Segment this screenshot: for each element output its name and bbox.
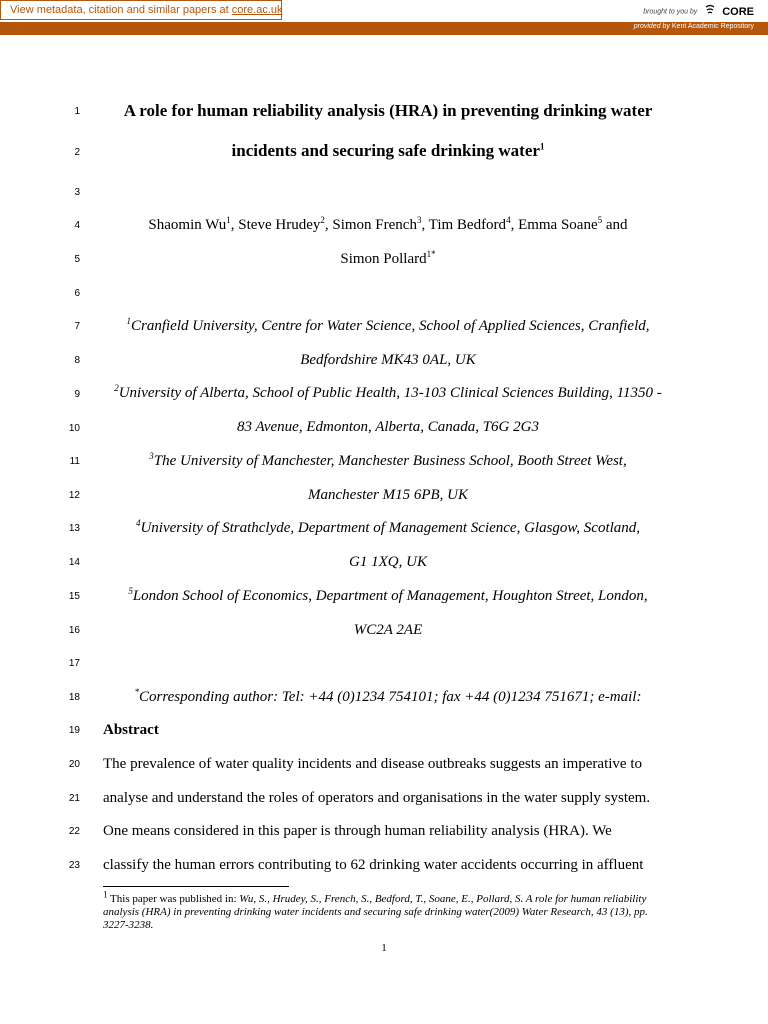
line-number: 7 xyxy=(74,321,80,332)
author-name: , Emma Soane xyxy=(510,217,598,233)
paper-title-text: incidents and securing safe drinking water xyxy=(231,141,540,160)
line-number: 6 xyxy=(74,288,80,299)
author-list-line-2 xyxy=(100,250,676,268)
affiliation-marker: 3 xyxy=(149,451,154,461)
author-name: , Tim Bedford xyxy=(421,217,507,233)
line-number: 2 xyxy=(74,147,80,158)
author-name: , Steve Hrudey xyxy=(230,217,321,233)
line-number: 18 xyxy=(68,692,80,703)
footnote-prefix: This paper was published in: xyxy=(107,893,240,905)
line-number: 4 xyxy=(74,220,80,231)
line-number: 14 xyxy=(68,557,80,568)
provided-by-label: provided by xyxy=(633,23,670,30)
title-footnote-marker: 1 xyxy=(539,141,545,152)
line-number: 3 xyxy=(74,187,80,198)
abstract-line: analyse and understand the roles of operators and organisations in the water supply system. xyxy=(103,790,651,806)
line-number: 23 xyxy=(68,860,80,871)
core-wordmark: CORE xyxy=(722,6,754,18)
footnote-citation: Wu, S., Hrudey, S., French, S., Bedford, T., Soane, E., Pollard, S. A role for human reliability analysis (HRA) in preventing drinking water incidents and securing safe drinking water(2009) Water Research, 43 (13), pp. 3227-3238. xyxy=(103,893,648,931)
affiliation-text: Cranfield University, Centre for Water Science, School of Applied Sciences, Cranfield, xyxy=(130,318,650,334)
affiliation-4-line-1 xyxy=(100,519,676,537)
line-number: 12 xyxy=(68,490,80,501)
footnote-divider xyxy=(103,886,289,887)
paper-title-line-2 xyxy=(100,142,676,160)
line-number: 1 xyxy=(74,106,80,117)
author-affil-marker: 1 xyxy=(226,215,231,225)
line-number: 21 xyxy=(68,793,80,804)
abstract-line: One means considered in this paper is through human reliability analysis (HRA). We xyxy=(103,823,612,839)
line-number: 15 xyxy=(68,591,80,602)
provided-by-name: Kent Academic Repository xyxy=(671,23,754,30)
footnote xyxy=(103,889,663,932)
corresponding-marker: * xyxy=(134,687,140,697)
line-number: 5 xyxy=(74,254,80,265)
affiliation-5-line-2: WC2A 2AE xyxy=(353,622,423,638)
core-banner xyxy=(0,0,768,23)
core-metadata-text: View metadata, citation and similar papers at xyxy=(10,4,229,16)
affiliation-text: University of Alberta, School of Public Health, 13-103 Clinical Sciences Building, 11350 - xyxy=(118,385,662,401)
affiliation-marker: 2 xyxy=(114,383,119,393)
provided-by-text[interactable] xyxy=(634,23,754,30)
line-number: 20 xyxy=(68,759,80,770)
line-number: 16 xyxy=(68,625,80,636)
line-number: 8 xyxy=(74,355,80,366)
corresponding-author xyxy=(100,688,676,706)
core-brand[interactable] xyxy=(643,3,754,21)
affiliation-2-line-1 xyxy=(100,384,676,402)
line-number: 9 xyxy=(74,389,80,400)
core-link[interactable]: core.ac.uk xyxy=(231,4,283,16)
line-number: 10 xyxy=(68,423,80,434)
corresponding-text: Corresponding author: Tel: +44 (0)1234 754101; fax +44 (0)1234 751671; e-mail: xyxy=(139,689,642,705)
line-number: 17 xyxy=(68,658,80,669)
affiliation-4-line-2: G1 1XQ, UK xyxy=(349,554,427,570)
brought-to-you-text: brought to you by xyxy=(643,8,698,16)
affiliation-marker: 5 xyxy=(128,586,133,596)
author-affil-marker: 2 xyxy=(320,215,325,225)
author-affil-marker: 5 xyxy=(597,215,603,225)
affiliation-2-line-2: 83 Avenue, Edmonton, Alberta, Canada, T6G 2G3 xyxy=(237,419,539,435)
footnote-marker: 1 xyxy=(103,889,108,900)
abstract-line: classify the human errors contributing to 62 drinking water accidents occurring in affluent xyxy=(103,857,644,873)
line-number: 22 xyxy=(68,826,80,837)
affiliation-5-line-1 xyxy=(100,587,676,605)
core-logo-icon xyxy=(704,3,716,21)
page-number: 1 xyxy=(381,942,387,954)
author-affil-marker: 4 xyxy=(506,215,511,225)
line-number: 11 xyxy=(69,456,80,467)
affiliation-text: London School of Economics, Department of Management, Houghton Street, London, xyxy=(132,588,648,604)
line-number: 19 xyxy=(68,725,80,736)
author-affil-marker: 3 xyxy=(416,215,422,225)
author-name: , Simon French xyxy=(324,217,417,233)
author-and: and xyxy=(602,217,628,233)
affiliation-3-line-2: Manchester M15 6PB, UK xyxy=(308,487,468,503)
paper-title-line-1: A role for human reliability analysis (HRA) in preventing drinking water xyxy=(123,101,653,120)
author-affil-marker: 1* xyxy=(426,249,436,259)
affiliation-text: University of Strathclyde, Department of Management Science, Glasgow, Scotland, xyxy=(140,520,641,536)
affiliation-1-line-2: Bedfordshire MK43 0AL, UK xyxy=(300,352,476,368)
affiliation-1-line-1 xyxy=(100,317,676,335)
line-number: 13 xyxy=(68,523,80,534)
core-metadata-box[interactable] xyxy=(0,0,282,20)
author-name: Simon Pollard xyxy=(340,251,427,267)
abstract-heading: Abstract xyxy=(103,722,159,738)
author-name: Shaomin Wu xyxy=(148,217,227,233)
author-list xyxy=(100,216,676,234)
affiliation-3-line-1 xyxy=(100,452,676,470)
abstract-line: The prevalence of water quality incidents and disease outbreaks suggests an imperative to xyxy=(103,756,642,772)
provided-by-bar xyxy=(0,22,768,35)
affiliation-text: The University of Manchester, Manchester Business School, Booth Street West, xyxy=(153,453,627,469)
affiliation-marker: 1 xyxy=(126,316,131,326)
affiliation-marker: 4 xyxy=(135,518,141,528)
